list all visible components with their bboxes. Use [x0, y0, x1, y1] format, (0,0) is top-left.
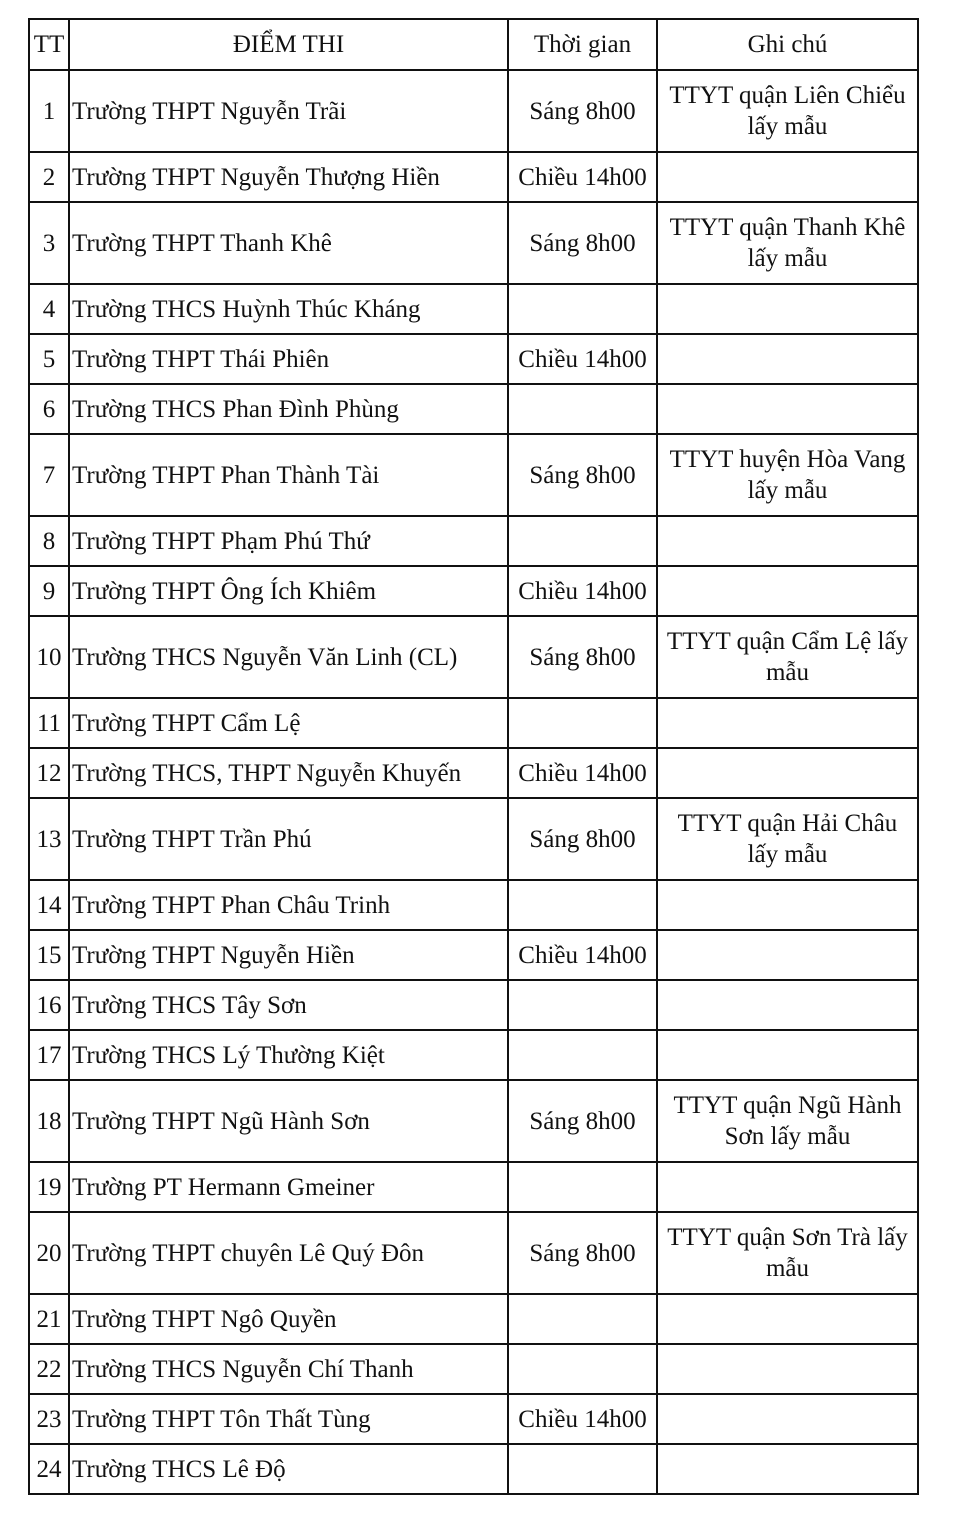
table-row	[29, 1212, 918, 1294]
row-number: 10	[29, 616, 69, 698]
exam-time	[508, 1294, 657, 1344]
row-number: 1	[29, 70, 69, 152]
row-number: 4	[29, 284, 69, 334]
table-row	[29, 698, 918, 748]
table-row	[29, 1394, 918, 1444]
table-row	[29, 516, 918, 566]
site-name: Trường THCS Lý Thường Kiệt	[69, 1030, 508, 1080]
row-number: 23	[29, 1394, 69, 1444]
site-name: Trường THPT Cẩm Lệ	[69, 698, 508, 748]
row-number: 24	[29, 1444, 69, 1494]
table-row	[29, 1344, 918, 1394]
exam-time: Chiều 14h00	[508, 152, 657, 202]
row-number: 22	[29, 1344, 69, 1394]
table-row	[29, 798, 918, 880]
exam-time	[508, 1444, 657, 1494]
table-row	[29, 1080, 918, 1162]
exam-time: Chiều 14h00	[508, 748, 657, 798]
site-name: Trường THPT Ông Ích Khiêm	[69, 566, 508, 616]
table-row	[29, 1162, 918, 1212]
table-row	[29, 1444, 918, 1494]
row-number: 2	[29, 152, 69, 202]
row-note: TTYT quận Ngũ Hành Sơn lấy mẫu	[657, 1080, 918, 1162]
row-number: 18	[29, 1080, 69, 1162]
site-name: Trường THPT Nguyễn Hiền	[69, 930, 508, 980]
row-note	[657, 566, 918, 616]
row-note: TTYT quận Sơn Trà lấy mẫu	[657, 1212, 918, 1294]
row-number: 12	[29, 748, 69, 798]
site-name: Trường THCS Lê Độ	[69, 1444, 508, 1494]
row-number: 7	[29, 434, 69, 516]
exam-time	[508, 1344, 657, 1394]
exam-time: Sáng 8h00	[508, 1080, 657, 1162]
site-name: Trường THPT Trần Phú	[69, 798, 508, 880]
row-note	[657, 384, 918, 434]
site-name: Trường THPT Thái Phiên	[69, 334, 508, 384]
row-number: 3	[29, 202, 69, 284]
table-row	[29, 202, 918, 284]
row-number: 15	[29, 930, 69, 980]
table-row	[29, 880, 918, 930]
table-row	[29, 1294, 918, 1344]
exam-sites-sheet	[28, 18, 919, 1495]
row-note: TTYT quận Cẩm Lệ lấy mẫu	[657, 616, 918, 698]
row-note	[657, 1344, 918, 1394]
site-name: Trường THPT Ngũ Hành Sơn	[69, 1080, 508, 1162]
exam-time	[508, 284, 657, 334]
row-number: 5	[29, 334, 69, 384]
exam-time: Sáng 8h00	[508, 434, 657, 516]
table-row	[29, 70, 918, 152]
row-number: 6	[29, 384, 69, 434]
site-name: Trường THCS Tây Sơn	[69, 980, 508, 1030]
exam-time: Sáng 8h00	[508, 798, 657, 880]
table-row	[29, 980, 918, 1030]
row-note	[657, 1394, 918, 1444]
site-name: Trường THCS Nguyễn Chí Thanh	[69, 1344, 508, 1394]
row-number: 19	[29, 1162, 69, 1212]
exam-time	[508, 384, 657, 434]
row-number: 9	[29, 566, 69, 616]
table-row	[29, 566, 918, 616]
row-note	[657, 516, 918, 566]
site-name: Trường THCS Phan Đình Phùng	[69, 384, 508, 434]
site-name: Trường THPT Phan Thành Tài	[69, 434, 508, 516]
header-time: Thời gian	[508, 19, 657, 70]
exam-time: Sáng 8h00	[508, 616, 657, 698]
row-note: TTYT quận Hải Châu lấy mẫu	[657, 798, 918, 880]
header-row	[29, 19, 918, 70]
site-name: Trường THPT Nguyễn Trãi	[69, 70, 508, 152]
row-number: 21	[29, 1294, 69, 1344]
exam-time	[508, 1030, 657, 1080]
exam-sites-table	[28, 18, 919, 1495]
row-number: 14	[29, 880, 69, 930]
site-name: Trường THCS Nguyễn Văn Linh (CL)	[69, 616, 508, 698]
exam-time	[508, 1162, 657, 1212]
table-row	[29, 616, 918, 698]
exam-time: Chiều 14h00	[508, 1394, 657, 1444]
row-note	[657, 1030, 918, 1080]
site-name: Trường THPT Tôn Thất Tùng	[69, 1394, 508, 1444]
row-note: TTYT quận Liên Chiểu lấy mẫu	[657, 70, 918, 152]
row-note: TTYT quận Thanh Khê lấy mẫu	[657, 202, 918, 284]
exam-time: Chiều 14h00	[508, 566, 657, 616]
exam-time	[508, 698, 657, 748]
row-note	[657, 980, 918, 1030]
row-note	[657, 334, 918, 384]
exam-time: Chiều 14h00	[508, 930, 657, 980]
exam-time	[508, 980, 657, 1030]
site-name: Trường THPT Phan Châu Trinh	[69, 880, 508, 930]
table-row	[29, 284, 918, 334]
site-name: Trường THPT chuyên Lê Quý Đôn	[69, 1212, 508, 1294]
exam-time: Sáng 8h00	[508, 202, 657, 284]
header-tt: TT	[29, 19, 69, 70]
row-note	[657, 152, 918, 202]
header-site: ĐIỂM THI	[69, 19, 508, 70]
table-row	[29, 1030, 918, 1080]
row-note	[657, 748, 918, 798]
row-number: 13	[29, 798, 69, 880]
table-row	[29, 334, 918, 384]
row-note	[657, 1294, 918, 1344]
row-number: 17	[29, 1030, 69, 1080]
table-body	[29, 70, 918, 1494]
row-note	[657, 1444, 918, 1494]
row-number: 8	[29, 516, 69, 566]
row-number: 20	[29, 1212, 69, 1294]
header-note: Ghi chú	[657, 19, 918, 70]
site-name: Trường THPT Phạm Phú Thứ	[69, 516, 508, 566]
exam-time: Chiều 14h00	[508, 334, 657, 384]
table-row	[29, 748, 918, 798]
row-number: 16	[29, 980, 69, 1030]
site-name: Trường THPT Ngô Quyền	[69, 1294, 508, 1344]
site-name: Trường THPT Thanh Khê	[69, 202, 508, 284]
row-note	[657, 284, 918, 334]
row-note	[657, 1162, 918, 1212]
exam-time	[508, 516, 657, 566]
exam-time	[508, 880, 657, 930]
table-row	[29, 152, 918, 202]
row-number: 11	[29, 698, 69, 748]
exam-time: Sáng 8h00	[508, 1212, 657, 1294]
table-row	[29, 434, 918, 516]
exam-time: Sáng 8h00	[508, 70, 657, 152]
table-row	[29, 384, 918, 434]
site-name: Trường THCS Huỳnh Thúc Kháng	[69, 284, 508, 334]
site-name: Trường THPT Nguyễn Thượng Hiền	[69, 152, 508, 202]
row-note	[657, 698, 918, 748]
row-note	[657, 930, 918, 980]
site-name: Trường PT Hermann Gmeiner	[69, 1162, 508, 1212]
table-row	[29, 930, 918, 980]
row-note: TTYT huyện Hòa Vang lấy mẫu	[657, 434, 918, 516]
site-name: Trường THCS, THPT Nguyễn Khuyến	[69, 748, 508, 798]
row-note	[657, 880, 918, 930]
